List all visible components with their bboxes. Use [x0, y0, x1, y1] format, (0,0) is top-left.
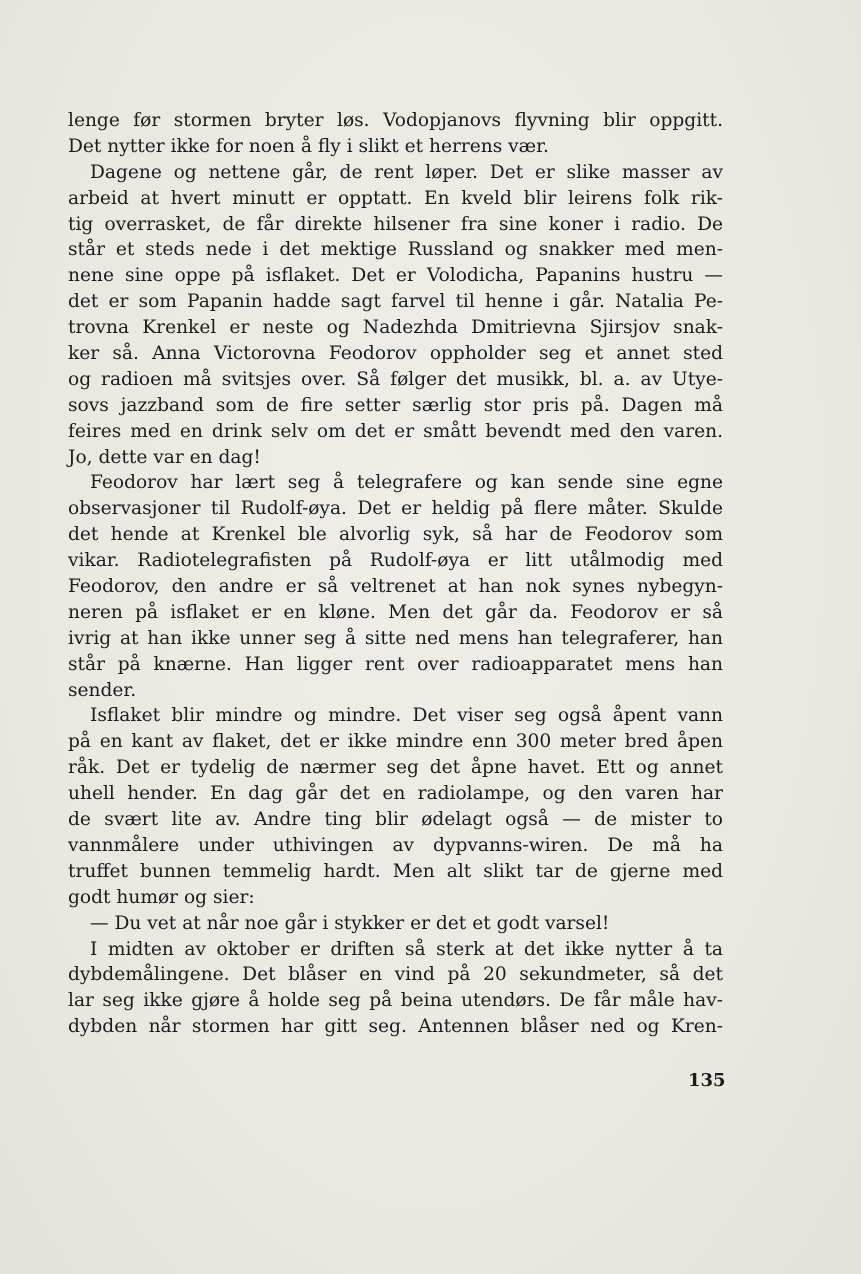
text-line: lenge før stormen bryter løs. Vodopjanovs flyvning blir oppgitt.: [68, 110, 723, 131]
text-line: dybden når stormen har gitt seg. Antennen blåser ned og Kren-: [68, 1016, 723, 1038]
text-line: arbeid at hvert minutt er opptatt. En kveld blir leirens folk rik-: [68, 187, 723, 209]
text-line: Det nytter ikke for noen å fly i slikt et herrens vær.: [68, 135, 549, 157]
text-line: nene sine oppe på isflaket. Det er Volodicha, Papanins hustru —: [68, 265, 723, 287]
text-line: står på knærne. Han ligger rent over radioapparatet mens han: [68, 653, 723, 675]
text-line: det hende at Krenkel ble alvorlig syk, så har de Feodorov som: [68, 524, 723, 546]
text-line: ivrig at han ikke unner seg å sitte ned mens han telegraferer, han: [68, 627, 723, 649]
text-line: det er som Papanin hadde sagt farvel til henne i går. Natalia Pe-: [68, 291, 723, 313]
text-line: står et steds nede i det mektige Russland og snakker med men-: [68, 239, 723, 261]
text-line: I midten av oktober er driften så sterk at det ikke nytter å ta: [90, 938, 723, 960]
text-line: dybdemålingene. Det blåser en vind på 20 sekundmeter, så det: [68, 964, 723, 986]
text-line: Feodorov, den andre er så veltrenet at han nok synes nybegyn-: [68, 576, 723, 598]
text-line: feires med en drink selv om det er smått bevendt med den varen.: [68, 420, 723, 442]
text-line: vikar. Radiotelegrafisten på Rudolf-øya er litt utålmodig med: [68, 550, 723, 572]
text-line: lar seg ikke gjøre å holde seg på beina utendørs. De får måle hav-: [68, 990, 723, 1012]
text-line: Dagene og nettene går, de rent løper. Det er slike masser av: [90, 161, 723, 183]
text-line: — Du vet at når noe går i stykker er det et godt varsel!: [90, 912, 610, 934]
page-number: 135: [688, 1070, 726, 1091]
text-line: godt humør og sier:: [68, 886, 255, 908]
text-line: uhell hender. En dag går det en radiolampe, og den varen har: [68, 783, 723, 805]
text-line: truffet bunnen temmelig hardt. Men alt slikt tar de gjerne med: [68, 860, 723, 882]
text-line: vannmålere under uthivingen av dypvanns-wiren. De må ha: [68, 834, 723, 856]
text-line: neren på isflaket er en kløne. Men det går da. Feodorov er så: [68, 601, 723, 623]
text-line: Jo, dette var en dag!: [68, 446, 261, 468]
text-line: råk. Det er tydelig de nærmer seg det åpne havet. Ett og annet: [68, 757, 723, 779]
text-line: de svært lite av. Andre ting blir ødelagt også — de mister to: [68, 809, 723, 831]
text-line: observasjoner til Rudolf-øya. Det er heldig på flere måter. Skulde: [68, 498, 723, 520]
text-line: trovna Krenkel er neste og Nadezhda Dmitrievna Sjirsjov snak-: [68, 317, 723, 339]
text-line: sovs jazzband som de fire setter særlig stor pris på. Dagen må: [68, 394, 723, 416]
text-line: på en kant av flaket, det er ikke mindre enn 300 meter bred åpen: [68, 731, 723, 753]
text-line: tig overrasket, de får direkte hilsener fra sine koner i radio. De: [68, 213, 723, 235]
text-line: og radioen må svitsjes over. Så følger det musikk, bl. a. av Utye-: [68, 368, 723, 390]
text-line: sender.: [68, 679, 137, 701]
body-text: [68, 108, 723, 1040]
text-line: Isflaket blir mindre og mindre. Det viser seg også åpent vann: [90, 705, 723, 727]
text-line: ker så. Anna Victorovna Feodorov oppholder seg et annet sted: [68, 343, 723, 365]
text-line: Feodorov har lært seg å telegrafere og kan sende sine egne: [90, 472, 723, 494]
